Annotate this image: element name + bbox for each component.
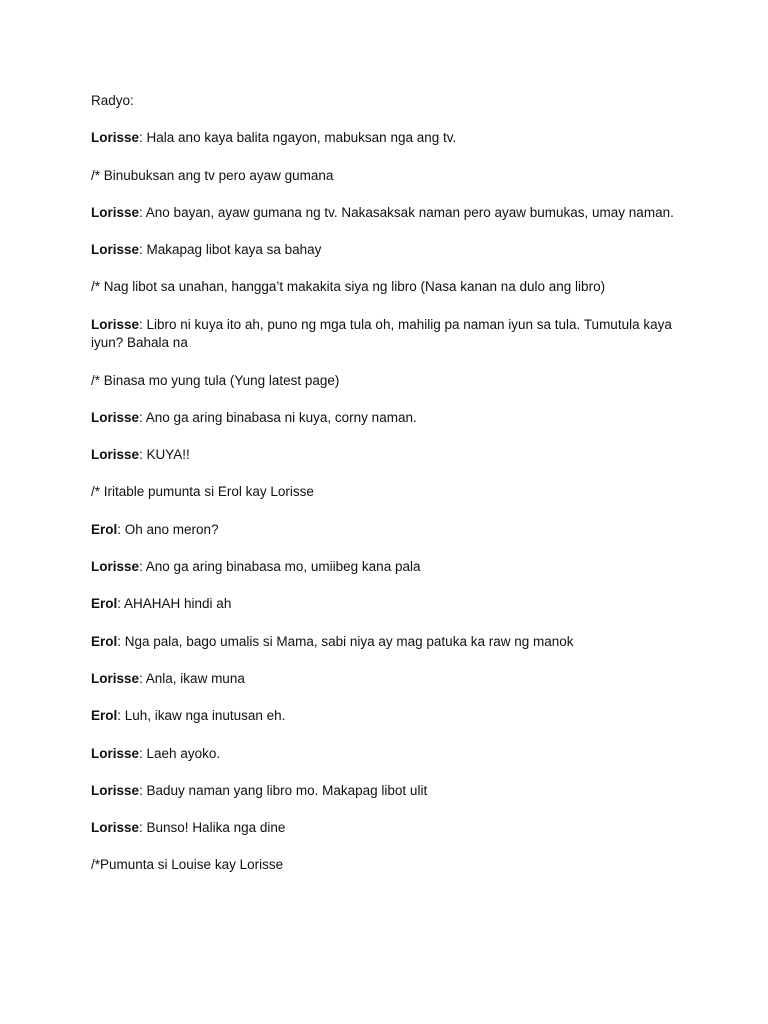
line-text: : KUYA!! [139, 447, 190, 463]
script-line [91, 782, 681, 801]
line-text: /* Iritable pumunta si Erol kay Lorisse [91, 484, 314, 500]
speaker-name: Lorisse [91, 204, 140, 220]
line-text: : Luh, ikaw nga inutusan eh. [117, 708, 286, 724]
script-line [91, 409, 681, 428]
script-line [91, 129, 681, 148]
script-line [91, 745, 681, 764]
line-text: : Ano ga aring binabasa ni kuya, corny naman. [139, 409, 417, 425]
script-line [91, 819, 681, 838]
line-text: : AHAHAH hindi ah [117, 596, 232, 612]
speaker-name: Lorisse [91, 745, 140, 761]
script-line [91, 707, 681, 726]
line-text: /*Pumunta si Louise kay Lorisse [91, 857, 284, 873]
speaker-name: Lorisse [91, 409, 140, 425]
speaker-name: Erol [91, 633, 118, 649]
line-text: : Anla, ikaw muna [139, 670, 245, 686]
speaker-name: Lorisse [91, 670, 140, 686]
script-line [91, 558, 681, 577]
script-line [91, 92, 681, 111]
script-line [91, 204, 681, 223]
script-line [91, 595, 681, 614]
line-text: Radyo: [91, 93, 134, 108]
script-line [91, 670, 681, 689]
line-text: : Ano ga aring binabasa mo, umiibeg kana pala [139, 559, 421, 575]
line-text: : Laeh ayoko. [139, 745, 221, 761]
script-line [91, 856, 681, 875]
script-line [91, 278, 681, 297]
line-text: : Bunso! Halika nga dine [139, 820, 286, 836]
line-text: /* Nag libot sa unahan, hangga’t makakita siya ng libro (Nasa kanan na dulo ang libro) [91, 279, 606, 295]
script-line [91, 521, 681, 540]
speaker-name: Erol [91, 521, 118, 537]
speaker-name: Lorisse [91, 820, 140, 836]
line-text: : Oh ano meron? [117, 521, 219, 537]
speaker-name: Lorisse [91, 447, 140, 463]
script-line [91, 241, 681, 260]
line-text: /* Binubuksan ang tv pero ayaw gumana [91, 167, 334, 183]
line-text: : Makapag libot kaya sa bahay [139, 242, 322, 258]
line-text: : Libro ni kuya ito ah, puno ng mga tula oh, mahilig pa naman iyun sa tula. Tumutula kaya iyun? Bahala na [91, 316, 672, 351]
speaker-name: Erol [91, 596, 118, 612]
speaker-name: Lorisse [91, 130, 140, 146]
script-line [91, 633, 681, 652]
script-line [91, 316, 681, 353]
line-text: : Nga pala, bago umalis si Mama, sabi niya ay mag patuka ka raw ng manok [117, 633, 574, 649]
script-line [91, 167, 681, 186]
line-text: : Baduy naman yang libro mo. Makapag libot ulit [139, 782, 428, 798]
script-body [91, 92, 681, 894]
speaker-name: Lorisse [91, 242, 140, 258]
line-text: : Ano bayan, ayaw gumana ng tv. Nakasaksak naman pero ayaw bumukas, umay naman. [139, 204, 674, 220]
script-line [91, 483, 681, 502]
speaker-name: Lorisse [91, 782, 140, 798]
script-line [91, 446, 681, 465]
line-text: : Hala ano kaya balita ngayon, mabuksan nga ang tv. [139, 130, 457, 146]
line-text: /* Binasa mo yung tula (Yung latest page) [91, 372, 340, 388]
speaker-name: Erol [91, 708, 118, 724]
script-line [91, 372, 681, 391]
speaker-name: Lorisse [91, 316, 140, 332]
speaker-name: Lorisse [91, 559, 140, 575]
